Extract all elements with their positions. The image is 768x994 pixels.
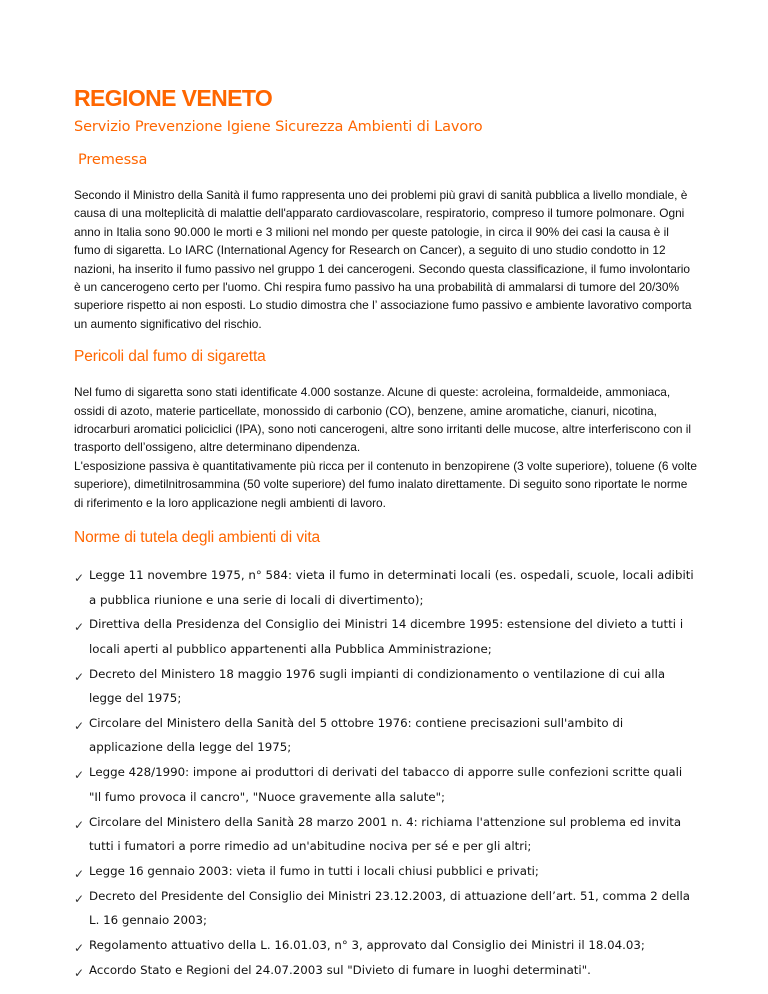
pericoli-paragraph-1: Nel fumo di sigaretta sono stati identificate 4.000 sostanze. Alcune di queste: acroleina, formaldeide, ammoniaca, ossidi di azoto, materie particellate, monossido di carbonio (CO), benzene, amine aromatiche, cianuri, nicotina, idrocarburi aromatici policiclici (IPA), sono noti cancerogeni, altre sono irritanti delle mucose, altre interferiscono con il trasporto dell’ossigeno, altre determinano dipendenza. <box>74 385 692 455</box>
premessa-heading: Premessa <box>78 152 148 168</box>
norme-list-item <box>74 859 698 883</box>
norme-item-text: Legge 428/1990: impone ai produttori di derivati del tabacco di apporre sulle confezioni scritte quali "Il fumo provoca il cancro", "Nuoce gravemente alla salute"; <box>89 765 683 804</box>
norme-list-item <box>74 884 698 933</box>
checkmark-icon: ✓ <box>74 817 85 832</box>
norme-heading: Norme di tutela degli ambienti di vita <box>74 529 321 547</box>
norme-list-item <box>74 612 698 661</box>
norme-item-text: Legge 11 novembre 1975, n° 584: vieta il fumo in determinati locali (es. ospedali, scuole, locali adibiti a pubblica riunione e una serie di locali di divertimento); <box>89 568 694 607</box>
norme-item-text: Direttiva della Presidenza del Consiglio dei Ministri 14 dicembre 1995: estensione del divieto a tutti i locali aperti al pubblico appartenenti alla Pubblica Amministrazione; <box>89 617 684 656</box>
norme-list-item <box>74 563 698 612</box>
norme-list-item <box>74 711 698 760</box>
document-page <box>74 84 698 983</box>
checkmark-icon: ✓ <box>74 866 85 881</box>
norme-list-item <box>74 958 698 982</box>
checkmark-icon: ✓ <box>74 768 85 783</box>
norme-item-text: Decreto del Ministero 18 maggio 1976 sugli impianti di condizionamento o ventilazione di cui alla legge del 1975; <box>89 666 666 706</box>
pericoli-heading: Pericoli dal fumo di sigaretta <box>74 348 266 366</box>
document-title: REGIONE VENETO <box>74 85 273 111</box>
document-subtitle: Servizio Prevenzione Igiene Sicurezza Ambienti di Lavoro <box>74 119 483 135</box>
norme-item-text: Accordo Stato e Regioni del 24.07.2003 sul "Divieto di fumare in luoghi determinati". <box>89 963 591 978</box>
premessa-paragraph: Secondo il Ministro della Sanità il fumo rappresenta uno dei problemi più gravi di sanità pubblica a livello mondiale, è causa di una molteplicità di malattie dell'apparato cardiovascolare, respiratorio, compreso il tumore polmonare. Ogni anno in Italia sono 90.000 le morti e 3 milioni nel mondo per queste patologie, in circa il 90% dei casi la causa è il fumo di sigaretta. Lo IARC (International Agency for Research on Cancer), a seguito di uno studio condotto in 12 nazioni, ha inserito il fumo passivo nel gruppo 1 dei cancerogeni. Secondo questa classificazione, il fumo involontario è un cancerogeno certo per l'uomo. Chi respira fumo passivo ha una probabilità di ammalarsi di tumore del 20/30% superiore rispetto ai non esposti. Lo studio dimostra che l’ associazione fumo passivo e ambiente lavorativo comporta un aumento significativo del rischio. <box>74 188 692 331</box>
norme-list <box>74 563 698 982</box>
pericoli-paragraph-2: L'esposizione passiva è quantitativamente più ricca per il contenuto in benzopirene (3 volte superiore), toluene (6 volte superiore), dimetilnitrosammina (50 volte superiore) del fumo inalato direttamente. Di seguito sono riportate le norme di riferimento e la loro applicazione negli ambienti di lavoro. <box>74 458 697 510</box>
norme-item-text: Circolare del Ministero della Sanità del 5 ottobre 1976: contiene precisazioni sull'ambito di applicazione della legge del 1975; <box>89 716 624 755</box>
norme-item-text: Regolamento attuativo della L. 16.01.03, n° 3, approvato dal Consiglio dei Ministri il 18.04.03; <box>89 938 645 953</box>
checkmark-icon: ✓ <box>74 571 85 586</box>
norme-item-text: Circolare del Ministero della Sanità 28 marzo 2001 n. 4: richiama l'attenzione sul problema ed invita tutti i fumatori a porre rimedio ad un'abitudine nociva per sé e per gli altri; <box>89 814 682 854</box>
checkmark-icon: ✓ <box>74 669 85 684</box>
checkmark-icon: ✓ <box>74 891 85 906</box>
norme-item-text: Legge 16 gennaio 2003: vieta il fumo in tutti i locali chiusi pubblici e privati; <box>89 863 539 878</box>
checkmark-icon: ✓ <box>74 941 85 956</box>
norme-list-item <box>74 810 698 859</box>
checkmark-icon: ✓ <box>74 620 85 635</box>
norme-list-item <box>74 933 698 957</box>
norme-item-text: Decreto del Presidente del Consiglio dei Ministri 23.12.2003, di attuazione dell’art. 51, comma 2 della L. 16 gennaio 2003; <box>89 888 690 928</box>
checkmark-icon: ✓ <box>74 719 85 734</box>
checkmark-icon: ✓ <box>74 966 85 981</box>
norme-list-item <box>74 760 698 809</box>
norme-list-item <box>74 662 698 711</box>
